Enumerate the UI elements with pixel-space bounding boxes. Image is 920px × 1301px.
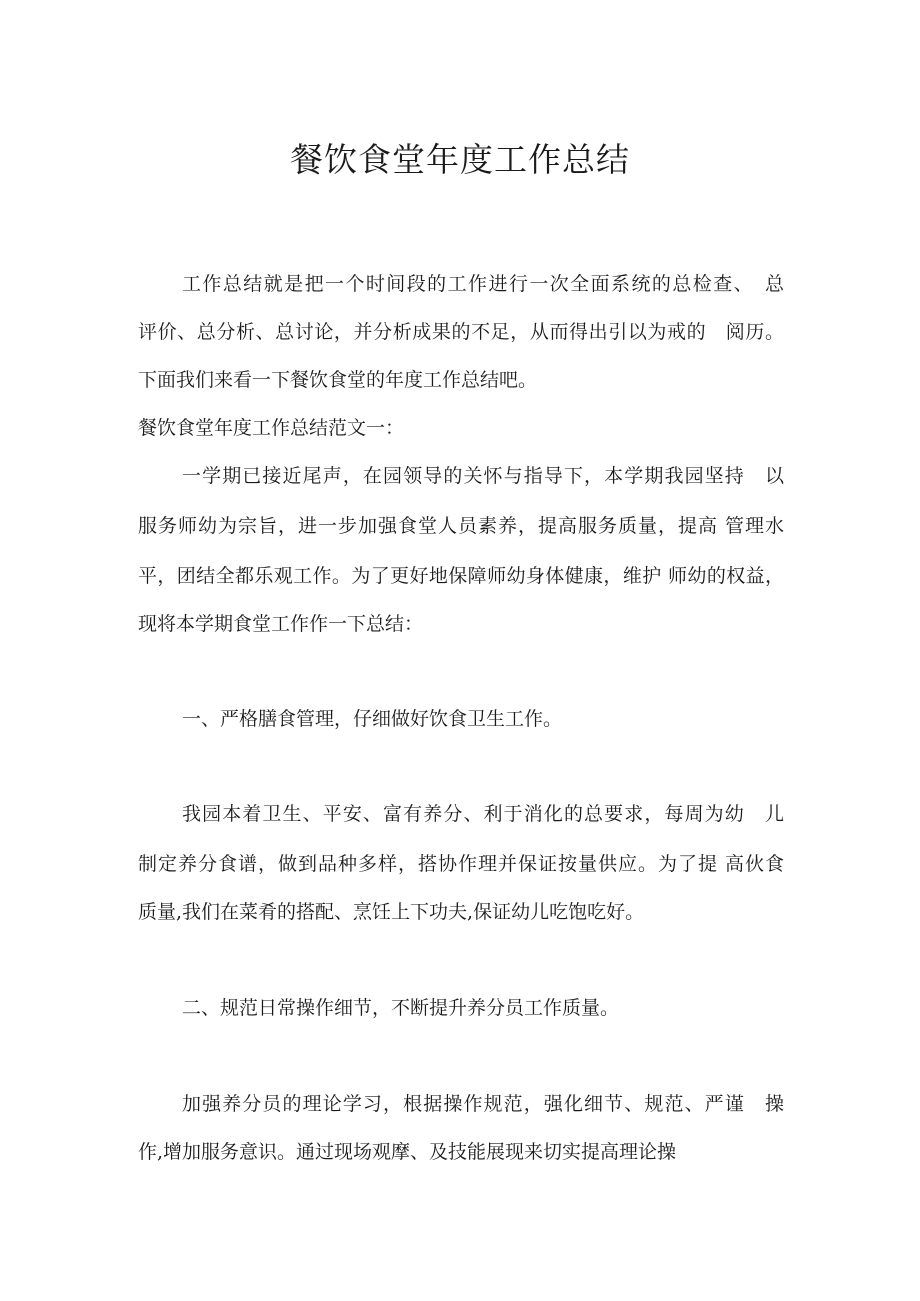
intro-line-2: 评价、总分析、总讨论，并分析成果的不足，从而得出引以为戒的 阅历。 [138, 321, 784, 343]
paragraph-2-line-1: 我园本着卫生、平安、富有养分、利于消化的总要求，每周为幼 儿 [182, 803, 784, 825]
paragraph-1-line-2: 服务师幼为宗旨，进一步加强食堂人员素养，提高服务质量，提高 管理水 [138, 515, 784, 537]
intro-line-1: 工作总结就是把一个时间段的工作进行一次全面系统的总检查、 总 [182, 273, 784, 295]
intro-line-3: 下面我们来看一下餐饮食堂的年度工作总结吧。 [138, 369, 538, 391]
paragraph-2-line-3: 质量,我们在菜肴的搭配、烹饪上下功夫,保证幼儿吃饱吃好。 [138, 901, 645, 923]
section-heading-1: 一、严格膳食管理，仔细做好饮食卫生工作。 [182, 708, 563, 730]
paragraph-1-line-3: 平，团结全都乐观工作。为了更好地保障师幼身体健康，维护 师幼的权益， [138, 565, 784, 587]
sample-heading: 餐饮食堂年度工作总结范文一： [138, 417, 405, 439]
paragraph-1-line-1: 一学期已接近尾声，在园领导的关怀与指导下，本学期我园坚持 以 [182, 465, 784, 487]
paragraph-1-line-4: 现将本学期食堂工作作一下总结： [138, 613, 424, 635]
paragraph-2-line-2: 制定养分食谱，做到品种多样，搭协作理并保证按量供应。为了提 高伙食 [138, 853, 784, 875]
paragraph-3-line-2: 作,增加服务意识。通过现场观摩、及技能展现来切实提高理论操 [138, 1141, 677, 1163]
paragraph-3-line-1: 加强养分员的理论学习，根据操作规范，强化细节、规范、严谨 操 [182, 1093, 784, 1115]
document-title: 餐饮食堂年度工作总结 [290, 140, 630, 179]
section-heading-2: 二、规范日常操作细节，不断提升养分员工作质量。 [182, 997, 620, 1019]
